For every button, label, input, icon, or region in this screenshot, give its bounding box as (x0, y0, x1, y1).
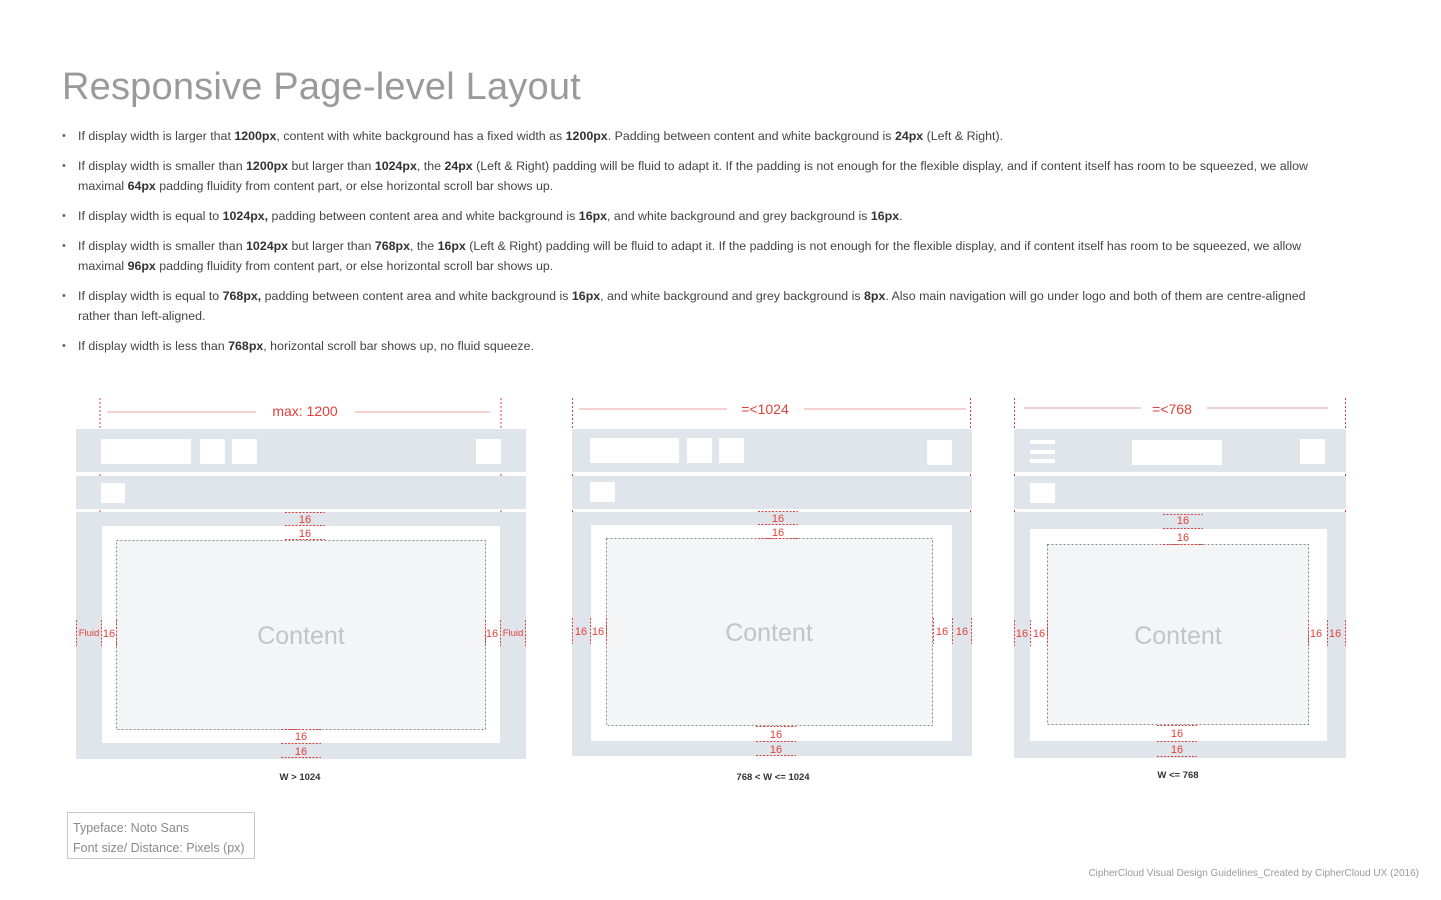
content-label: Content (1134, 622, 1222, 650)
gap-label-left-inner: 16 (1032, 628, 1046, 640)
gap-label-top-outer: 16 (298, 514, 312, 526)
gap-label-right-outer: Fluid (502, 628, 524, 639)
rule-item: • If display width is smaller than 1200px but larger than 1024px, the 24px (Left & Right) padding will be fluid to adapt it. If the padding is not enough for the flexible display, and if content itself has room to be squeezed, we allow maximal 64px padding fluidity from content part, or else horizontal scroll bar shows up. (62, 156, 1312, 196)
layout-diagram-wide-svg (76, 398, 528, 788)
subnav-bar (1014, 476, 1346, 509)
gap-label-bottom-outer: 16 (1170, 744, 1184, 756)
subnav-item-placeholder (590, 482, 615, 502)
gap-label-right-inner: 16 (485, 628, 499, 640)
gap-label-bottom-inner: 16 (294, 731, 308, 743)
gap-label-left-inner: 16 (591, 626, 605, 638)
typeface-line: Typeface: Noto Sans (73, 821, 190, 835)
rule-item: • If display width is less than 768px, horizontal scroll bar shows up, no fluid squeeze. (62, 336, 1312, 356)
rule-item: • If display width is larger that 1200px, content with white background has a fixed width as 1200px. Padding between content and white background is 24px (Left & Right). (62, 126, 1312, 146)
user-menu-placeholder (927, 440, 952, 465)
gap-label-top-inner: 16 (298, 528, 312, 540)
nav-item-placeholder (719, 438, 744, 463)
rules-list (62, 126, 1312, 366)
gap-label-left-outer: Fluid (78, 628, 100, 639)
units-line: Font size/ Distance: Pixels (px) (73, 841, 245, 855)
subnav-item-placeholder (101, 483, 125, 503)
diagram-caption: W <= 768 (1157, 770, 1199, 781)
rule-item: • If display width is smaller than 1024px but larger than 768px, the 16px (Left & Right) padding will be fluid to adapt it. If the padding is not enough for the flexible display, and if content itself has room to be squeezed, we allow maximal 96px padding fluidity from content part, or else horizontal scroll bar shows up. (62, 236, 1312, 276)
layout-diagram-narrow (1014, 398, 1348, 788)
user-menu-placeholder (1300, 439, 1325, 464)
gap-label-bottom-outer: 16 (294, 746, 308, 758)
layout-diagram-medium-svg (572, 398, 974, 788)
content-label: Content (257, 622, 345, 650)
layout-diagram-narrow-svg (1014, 398, 1348, 788)
logo-placeholder (1132, 440, 1222, 465)
hamburger-icon (1030, 440, 1055, 444)
logo-placeholder (590, 438, 679, 463)
rule-item: • If display width is equal to 1024px, padding between content area and white background is 16px, and white background and grey background is 16px. (62, 206, 1312, 226)
nav-item-placeholder (232, 439, 257, 464)
hamburger-icon (1030, 459, 1055, 463)
gap-label-bottom-inner: 16 (1170, 728, 1184, 740)
gap-label-bottom-inner: 16 (769, 729, 783, 741)
page-title: Responsive Page-level Layout (62, 66, 581, 108)
diagram-caption: 768 < W <= 1024 (736, 772, 810, 783)
gap-label-left-inner: 16 (102, 628, 116, 640)
gap-label-right-outer: 16 (1328, 628, 1342, 640)
logo-placeholder (101, 439, 191, 464)
typeface-note (67, 812, 255, 859)
hamburger-icon (1030, 450, 1055, 454)
gap-label-left-outer: 16 (1015, 628, 1029, 640)
diagram-caption: W > 1024 (279, 772, 321, 783)
subnav-bar (572, 476, 972, 509)
subnav-bar (76, 476, 526, 509)
subnav-item-placeholder (1030, 483, 1055, 503)
user-menu-placeholder (476, 439, 501, 464)
nav-item-placeholder (687, 438, 712, 463)
gap-label-top-outer: 16 (1176, 515, 1190, 527)
content-label: Content (725, 619, 813, 647)
gap-label-top-inner: 16 (771, 527, 785, 539)
width-label: max: 1200 (272, 403, 338, 419)
nav-item-placeholder (200, 439, 225, 464)
gap-label-right-inner: 16 (935, 626, 949, 638)
gap-label-left-outer: 16 (574, 626, 588, 638)
layout-diagram-medium (572, 398, 974, 788)
footer-credit: CipherCloud Visual Design Guidelines_Created by CipherCloud UX (2016) (1088, 868, 1419, 879)
gap-label-top-inner: 16 (1176, 532, 1190, 544)
gap-label-top-outer: 16 (771, 513, 785, 525)
rule-item: • If display width is equal to 768px, padding between content area and white background is 16px, and white background and grey background is 8px. Also main navigation will go under logo and both of them are centre-aligned rather than left-aligned. (62, 286, 1312, 326)
gap-label-right-outer: 16 (955, 626, 969, 638)
gap-label-bottom-outer: 16 (769, 744, 783, 756)
width-label: =<768 (1152, 401, 1192, 417)
layout-diagram-wide (76, 398, 528, 788)
gap-label-right-inner: 16 (1309, 628, 1323, 640)
width-label: =<1024 (741, 401, 789, 417)
